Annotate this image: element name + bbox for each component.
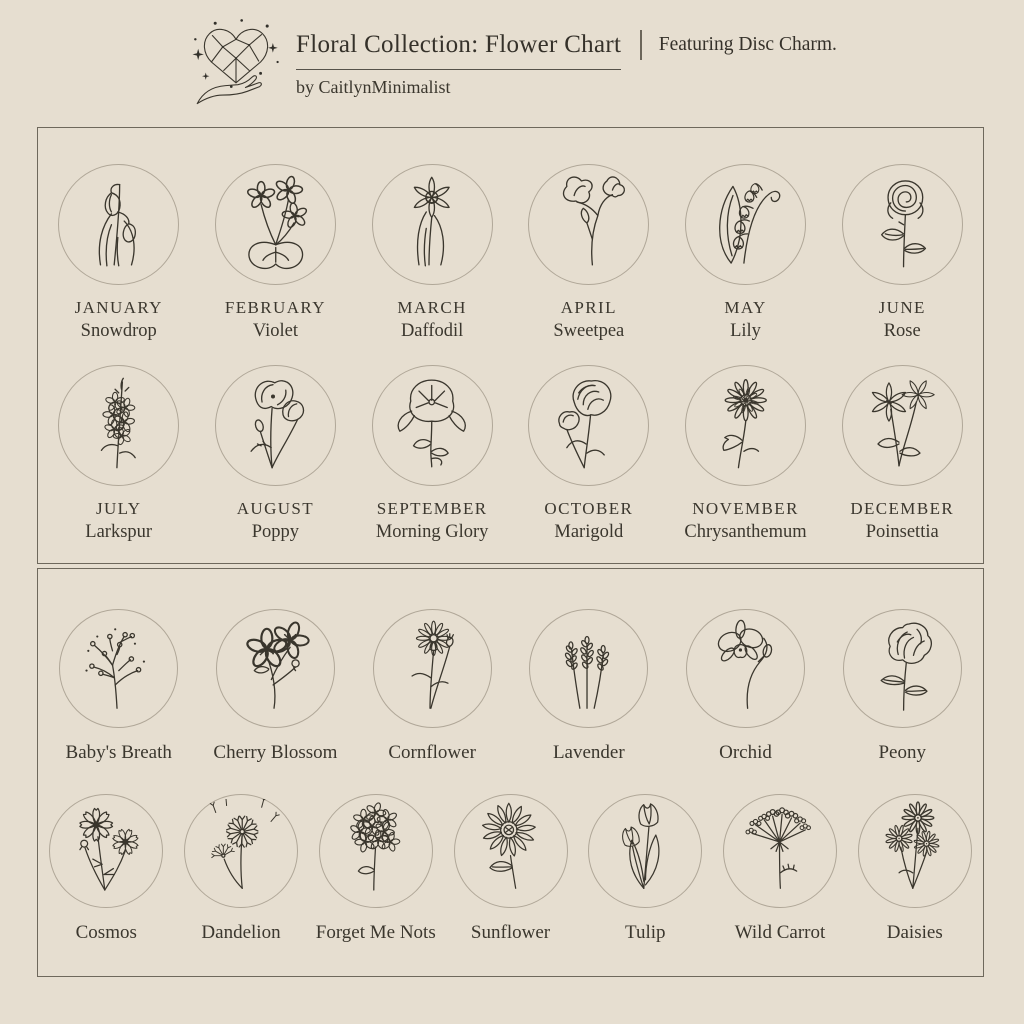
violet-illustration-icon <box>221 170 330 279</box>
birth-month-row-2 <box>38 365 983 543</box>
flower-name-label: Wild Carrot <box>734 922 826 943</box>
flower-badge <box>216 609 335 728</box>
month-label: MAY <box>724 298 767 317</box>
flower-name-label: Sweetpea <box>553 321 625 341</box>
flower-badge <box>58 164 179 285</box>
flower-badge <box>528 164 649 285</box>
flower-cell-november <box>670 365 822 543</box>
birth-month-row-1 <box>38 164 983 342</box>
month-label: MARCH <box>397 298 467 317</box>
flower-cell-babys-breath <box>43 609 195 764</box>
flower-cell-daisies <box>848 794 981 944</box>
chrysanthemum-illustration-icon <box>691 371 800 480</box>
flower-name-label: Lavender <box>552 742 625 763</box>
flower-name-label: Marigold <box>554 522 624 542</box>
flower-cell-lavender <box>513 609 665 764</box>
flower-name-label: Daisies <box>886 922 943 943</box>
flower-badge <box>58 365 179 486</box>
cornflower-illustration-icon <box>378 615 486 723</box>
flower-name-label: Rose <box>883 321 921 341</box>
flower-cell-sunflower <box>444 794 577 944</box>
flower-badge <box>215 365 336 486</box>
cosmos-illustration-icon <box>55 799 158 902</box>
month-label: SEPTEMBER <box>376 499 488 518</box>
flower-name-label: Cherry Blossom <box>213 742 338 763</box>
month-label: NOVEMBER <box>692 499 799 518</box>
flower-cell-cherry-blossom <box>199 609 351 764</box>
flower-cell-october <box>513 365 665 543</box>
flower-badge <box>685 365 806 486</box>
header <box>184 16 837 108</box>
flower-name-label: Cosmos <box>75 922 137 943</box>
sunflower-illustration-icon <box>459 799 562 902</box>
flower-cell-tulip <box>579 794 712 944</box>
flower-name-label: Daffodil <box>400 321 464 341</box>
rose-illustration-icon <box>847 170 956 279</box>
flower-cell-may <box>670 164 822 342</box>
flower-badge <box>49 794 163 908</box>
flower-badge <box>842 164 963 285</box>
flower-name-label: Violet <box>252 321 298 341</box>
month-label: JULY <box>95 499 142 518</box>
month-label: AUGUST <box>236 499 315 518</box>
month-label: JANUARY <box>74 298 163 317</box>
forget-me-nots-illustration-icon <box>324 799 427 902</box>
babys-breath-illustration-icon <box>65 615 173 723</box>
other-flowers-row-2 <box>38 794 983 944</box>
flower-name-label: Peony <box>878 742 926 763</box>
flower-cell-peony <box>826 609 978 764</box>
flower-name-label: Tulip <box>625 922 666 943</box>
flower-name-label: Snowdrop <box>80 321 157 341</box>
flower-name-label: Dandelion <box>201 922 281 943</box>
flower-badge <box>843 609 962 728</box>
flower-name-label: Lily <box>730 321 761 341</box>
flower-cell-march <box>356 164 508 342</box>
lavender-illustration-icon <box>535 615 643 723</box>
flower-name-label: Poinsettia <box>865 522 939 542</box>
flower-badge <box>686 609 805 728</box>
other-flowers-panel <box>37 568 984 977</box>
flower-badge <box>588 794 702 908</box>
month-label: APRIL <box>560 298 617 317</box>
flower-badge <box>685 164 806 285</box>
flower-badge <box>372 164 493 285</box>
peony-illustration-icon <box>848 615 956 723</box>
flower-cell-forget-me-nots <box>309 794 442 944</box>
flower-cell-wild-carrot <box>714 794 847 944</box>
byline: by CaitlynMinimalist <box>296 77 451 97</box>
daffodil-illustration-icon <box>377 170 486 279</box>
flower-cell-dandelion <box>175 794 308 944</box>
birth-month-panel <box>37 127 984 564</box>
page-title: Floral Collection: Flower Chart <box>296 31 621 70</box>
flower-badge <box>184 794 298 908</box>
flower-name-label: Cornflower <box>388 742 476 763</box>
other-flowers-row-1 <box>38 609 983 764</box>
flower-name-label: Poppy <box>251 522 300 542</box>
flower-cell-april <box>513 164 665 342</box>
feature-note: Featuring Disc Charm. <box>658 34 837 55</box>
flower-badge <box>858 794 972 908</box>
flower-name-label: Chrysanthemum <box>684 522 807 542</box>
flower-badge <box>59 609 178 728</box>
flower-cell-cornflower <box>356 609 508 764</box>
cherry-blossom-illustration-icon <box>222 615 330 723</box>
month-label: OCTOBER <box>544 499 634 518</box>
flower-cell-december <box>826 365 978 543</box>
morning-glory-illustration-icon <box>377 371 486 480</box>
flower-name-label: Larkspur <box>85 522 153 542</box>
flower-cell-august <box>199 365 351 543</box>
heart-in-hand-logo-icon <box>184 16 288 108</box>
daisies-illustration-icon <box>863 799 966 902</box>
flower-cell-september <box>356 365 508 543</box>
poinsettia-illustration-icon <box>847 371 956 480</box>
flower-badge <box>454 794 568 908</box>
flower-badge <box>723 794 837 908</box>
flower-cell-february <box>199 164 351 342</box>
snowdrop-illustration-icon <box>64 170 173 279</box>
flower-cell-january <box>43 164 195 342</box>
title-divider <box>640 30 642 60</box>
flower-badge <box>319 794 433 908</box>
lily-of-the-valley-illustration-icon <box>691 170 800 279</box>
tulip-illustration-icon <box>594 799 697 902</box>
month-label: FEBRUARY <box>224 298 326 317</box>
orchid-illustration-icon <box>692 615 800 723</box>
flower-cell-july <box>43 365 195 543</box>
title-group <box>296 30 837 98</box>
sweetpea-illustration-icon <box>534 170 643 279</box>
month-label: JUNE <box>878 298 926 317</box>
flower-cell-orchid <box>670 609 822 764</box>
flower-badge <box>373 609 492 728</box>
dandelion-illustration-icon <box>189 799 292 902</box>
marigold-illustration-icon <box>534 371 643 480</box>
flower-name-label: Forget Me Nots <box>315 922 436 943</box>
month-label: DECEMBER <box>850 499 955 518</box>
wild-carrot-illustration-icon <box>728 799 831 902</box>
flower-badge <box>372 365 493 486</box>
flower-name-label: Baby's Breath <box>65 742 172 763</box>
flower-name-label: Sunflower <box>470 922 551 943</box>
flower-cell-june <box>826 164 978 342</box>
larkspur-illustration-icon <box>64 371 173 480</box>
flower-badge <box>215 164 336 285</box>
flower-badge <box>842 365 963 486</box>
flower-badge <box>528 365 649 486</box>
poppy-illustration-icon <box>221 371 330 480</box>
flower-badge <box>529 609 648 728</box>
flower-name-label: Morning Glory <box>375 522 489 542</box>
flower-name-label: Orchid <box>719 742 772 763</box>
flower-cell-cosmos <box>40 794 173 944</box>
